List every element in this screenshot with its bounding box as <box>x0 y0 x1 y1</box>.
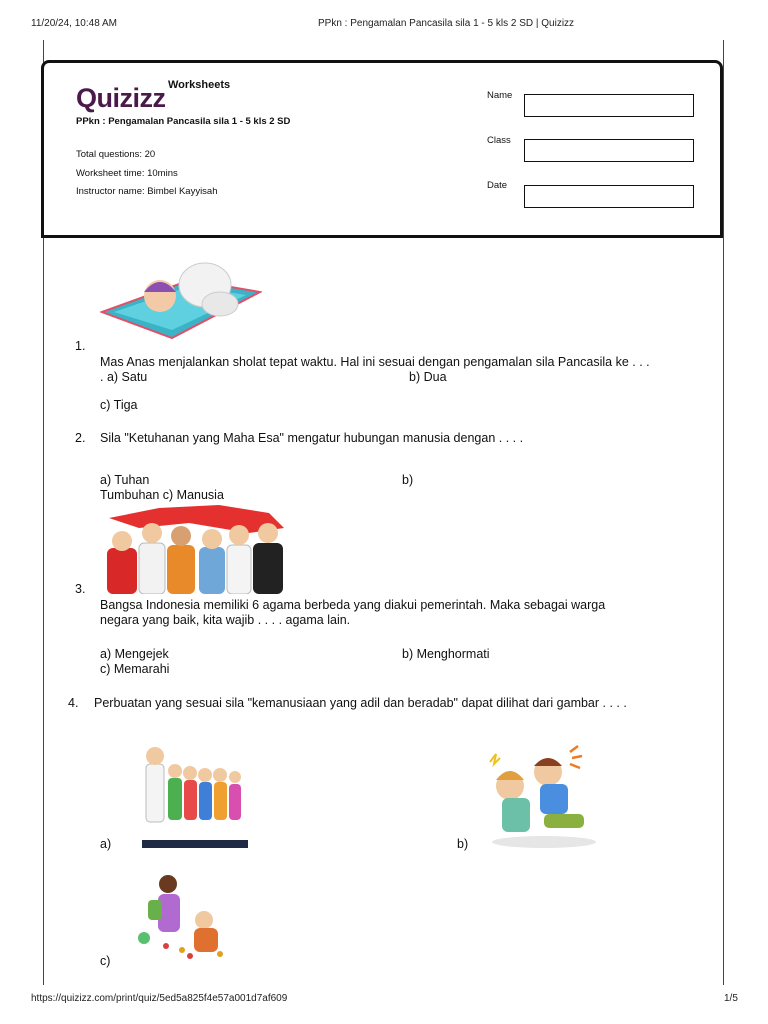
praying-child-image <box>100 252 262 342</box>
question-4-text: Perbuatan yang sesuai sila "kemanusiaan yang adil dan beradab" dapat dilihat dari gambar . . . . <box>94 696 627 710</box>
question-4-option-b: b) <box>457 837 469 851</box>
print-page-title: PPkn : Pengamalan Pancasila sila 1 - 5 kls 2 SD | Quizizz <box>318 18 575 29</box>
worksheet-time: Worksheet time: 10mins <box>76 168 178 179</box>
question-2-option-b: b) <box>402 473 414 487</box>
question-4-option-c: c) <box>100 954 111 968</box>
question-3-number: 3. <box>75 582 86 596</box>
instructor-name: Instructor name: Bimbel Kayyisah <box>76 186 218 197</box>
question-4-number: 4. <box>68 696 79 710</box>
worksheets-label: Worksheets <box>168 79 231 91</box>
question-3-option-b: b) Menghormati <box>402 647 490 661</box>
question-3-text-line-2: negara yang baik, kita wajib . . . . agama lain. <box>100 613 351 627</box>
question-2-number: 2. <box>75 431 86 445</box>
date-label: Date <box>487 180 508 191</box>
worksheet-header <box>41 60 723 238</box>
class-label: Class <box>487 135 511 146</box>
children-helping-image <box>130 870 238 962</box>
question-2-text: Sila "Ketuhanan yang Maha Esa" mengatur hubungan manusia dengan . . . . <box>100 431 524 445</box>
question-2-option-wrap: Tumbuhan c) Manusia <box>100 488 224 502</box>
print-url: https://quizizz.com/print/quiz/5ed5a825f4e57a001d7af609 <box>31 993 288 1004</box>
children-fighting-image <box>484 742 606 852</box>
question-1-option-a: . a) Satu <box>100 370 148 384</box>
question-3-option-c: c) Memarahi <box>100 662 170 676</box>
question-1-text: Mas Anas menjalankan sholat tepat waktu. Hal ini sesuai dengan pengamalan sila Pancasila ke . . . <box>100 355 650 369</box>
total-questions: Total questions: 20 <box>76 149 156 160</box>
date-field[interactable] <box>524 185 694 208</box>
question-1-number: 1. <box>75 339 86 353</box>
children-praying-together-image <box>142 742 248 850</box>
quizizz-logo: Quizizz <box>76 83 166 113</box>
question-1-option-b: b) Dua <box>409 370 447 384</box>
question-2-option-a: a) Tuhan <box>100 473 150 487</box>
question-4-option-a: a) <box>100 837 112 851</box>
print-timestamp: 11/20/24, 10:48 AM <box>31 18 117 29</box>
quiz-title: PPkn : Pengamalan Pancasila sila 1 - 5 kls 2 SD <box>76 116 291 127</box>
religious-diversity-image <box>99 503 290 594</box>
question-3-text-line-1: Bangsa Indonesia memiliki 6 agama berbeda yang diakui pemerintah. Maka sebagai warga <box>100 598 606 612</box>
right-page-rule <box>723 40 724 985</box>
class-field[interactable] <box>524 139 694 162</box>
question-1-option-c: c) Tiga <box>100 398 138 412</box>
name-label: Name <box>487 90 513 101</box>
name-field[interactable] <box>524 94 694 117</box>
print-page-number: 1/5 <box>724 993 738 1004</box>
question-3-option-a: a) Mengejek <box>100 647 169 661</box>
